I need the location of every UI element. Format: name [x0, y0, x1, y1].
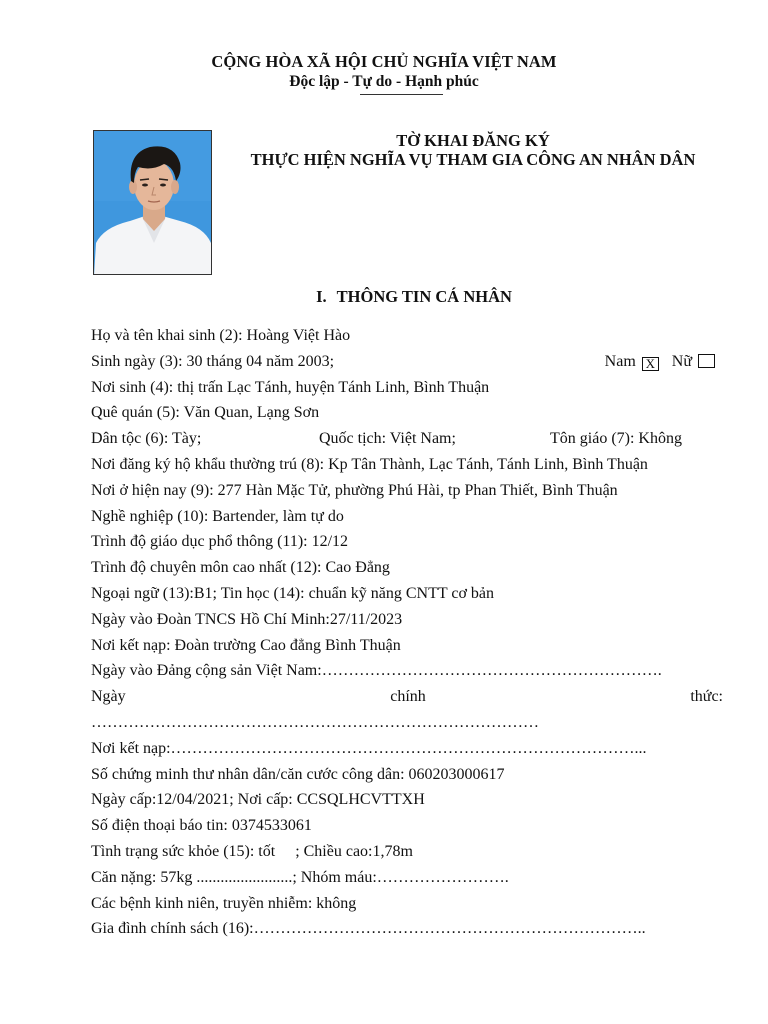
field-youth-union-place: Nơi kết nạp: Đoàn trường Cao đẳng Bình Thuận	[91, 636, 401, 654]
form-title-line2: THỰC HIỆN NGHĨA VỤ THAM GIA CÔNG AN NHÂN DÂN	[250, 150, 696, 169]
field-education: Trình độ giáo dục phổ thông (11): 12/12	[91, 533, 349, 551]
field-languages: Ngoại ngữ (13):B1; Tin học (14): chuẩn kỹ năng CNTT cơ bản	[91, 584, 495, 602]
field-official-date-row	[91, 686, 723, 712]
field-hometown: Quê quán (5): Văn Quan, Lạng Sơn	[91, 404, 320, 422]
field-official-date-dots: …………………………………………………………………………	[91, 713, 539, 731]
section-number: I.	[316, 287, 327, 306]
field-nationality: Quốc tịch: Việt Nam;	[319, 430, 456, 448]
portrait-photo	[93, 130, 212, 275]
section-title: THÔNG TIN CÁ NHÂN	[336, 287, 512, 306]
field-ethnicity-row	[91, 428, 723, 454]
field-religion: Tôn giáo (7): Không	[550, 430, 682, 448]
field-id-issue: Ngày cấp:12/04/2021; Nơi cấp: CCSQLHCVTTXH	[91, 791, 425, 809]
field-id-number: Số chứng minh thư nhân dân/căn cước công dân: 060203000617	[91, 765, 505, 783]
official-word-2: chính	[390, 688, 426, 706]
field-birthplace: Nơi sinh (4): thị trấn Lạc Tánh, huyện Tánh Linh, Bình Thuận	[91, 378, 490, 396]
field-party-date: Ngày vào Đảng cộng sản Việt Nam:……………………………………………………….	[91, 662, 662, 680]
field-phone: Số điện thoại báo tin: 0374533061	[91, 817, 312, 835]
field-dob: Sinh ngày (3): 30 tháng 04 năm 2003;	[91, 352, 335, 370]
official-word-1: Ngày	[91, 688, 126, 706]
motto-underline	[360, 94, 443, 95]
field-policy-family: Gia đình chính sách (16):………………………………………………………………..	[91, 920, 646, 938]
portrait-image	[94, 131, 212, 275]
form-title-line1: TỜ KHAI ĐĂNG KÝ	[396, 131, 550, 150]
field-ethnicity: Dân tộc (6): Tày;	[91, 430, 202, 448]
personal-info-fields	[91, 325, 723, 944]
form-title	[200, 131, 746, 169]
gender-selector	[605, 351, 715, 373]
field-dob-row	[91, 351, 723, 377]
national-motto: Độc lập - Tự do - Hạnh phúc	[289, 73, 479, 90]
male-label: Nam	[604, 352, 636, 370]
field-health: Tình trạng sức khỏe (15): tốt ; Chiều cao:1,78m	[91, 842, 413, 860]
female-checkbox[interactable]	[698, 354, 715, 368]
field-party-place: Nơi kết nạp:……………………………………………………………………………...	[91, 739, 647, 757]
section-heading	[0, 287, 768, 307]
field-current-residence: Nơi ở hiện nay (9): 277 Hàn Mặc Tử, phường Phú Hài, tp Phan Thiết, Bình Thuận	[91, 481, 618, 499]
field-permanent-residence: Nơi đăng ký hộ khẩu thường trú (8): Kp Tân Thành, Lạc Tánh, Tánh Linh, Bình Thuận	[91, 455, 648, 473]
female-label: Nữ	[671, 352, 692, 370]
national-title: CỘNG HÒA XÃ HỘI CHỦ NGHĨA VIỆT NAM	[211, 52, 557, 71]
male-checkbox[interactable]: X	[642, 357, 659, 371]
official-word-3: thức:	[690, 688, 723, 706]
field-chronic-disease: Các bệnh kinh niên, truyền nhiễm: không	[91, 894, 357, 912]
field-weight-blood: Căn nặng: 57kg ........................; Nhóm máu:…………………….	[91, 868, 509, 886]
field-occupation: Nghề nghiệp (10): Bartender, làm tự do	[91, 507, 344, 525]
field-youth-union-date: Ngày vào Đoàn TNCS Hồ Chí Minh:27/11/2023	[91, 610, 403, 628]
field-qualification: Trình độ chuyên môn cao nhất (12): Cao Đẳng	[91, 559, 390, 577]
field-full-name: Họ và tên khai sinh (2): Hoàng Việt Hào	[91, 327, 351, 344]
